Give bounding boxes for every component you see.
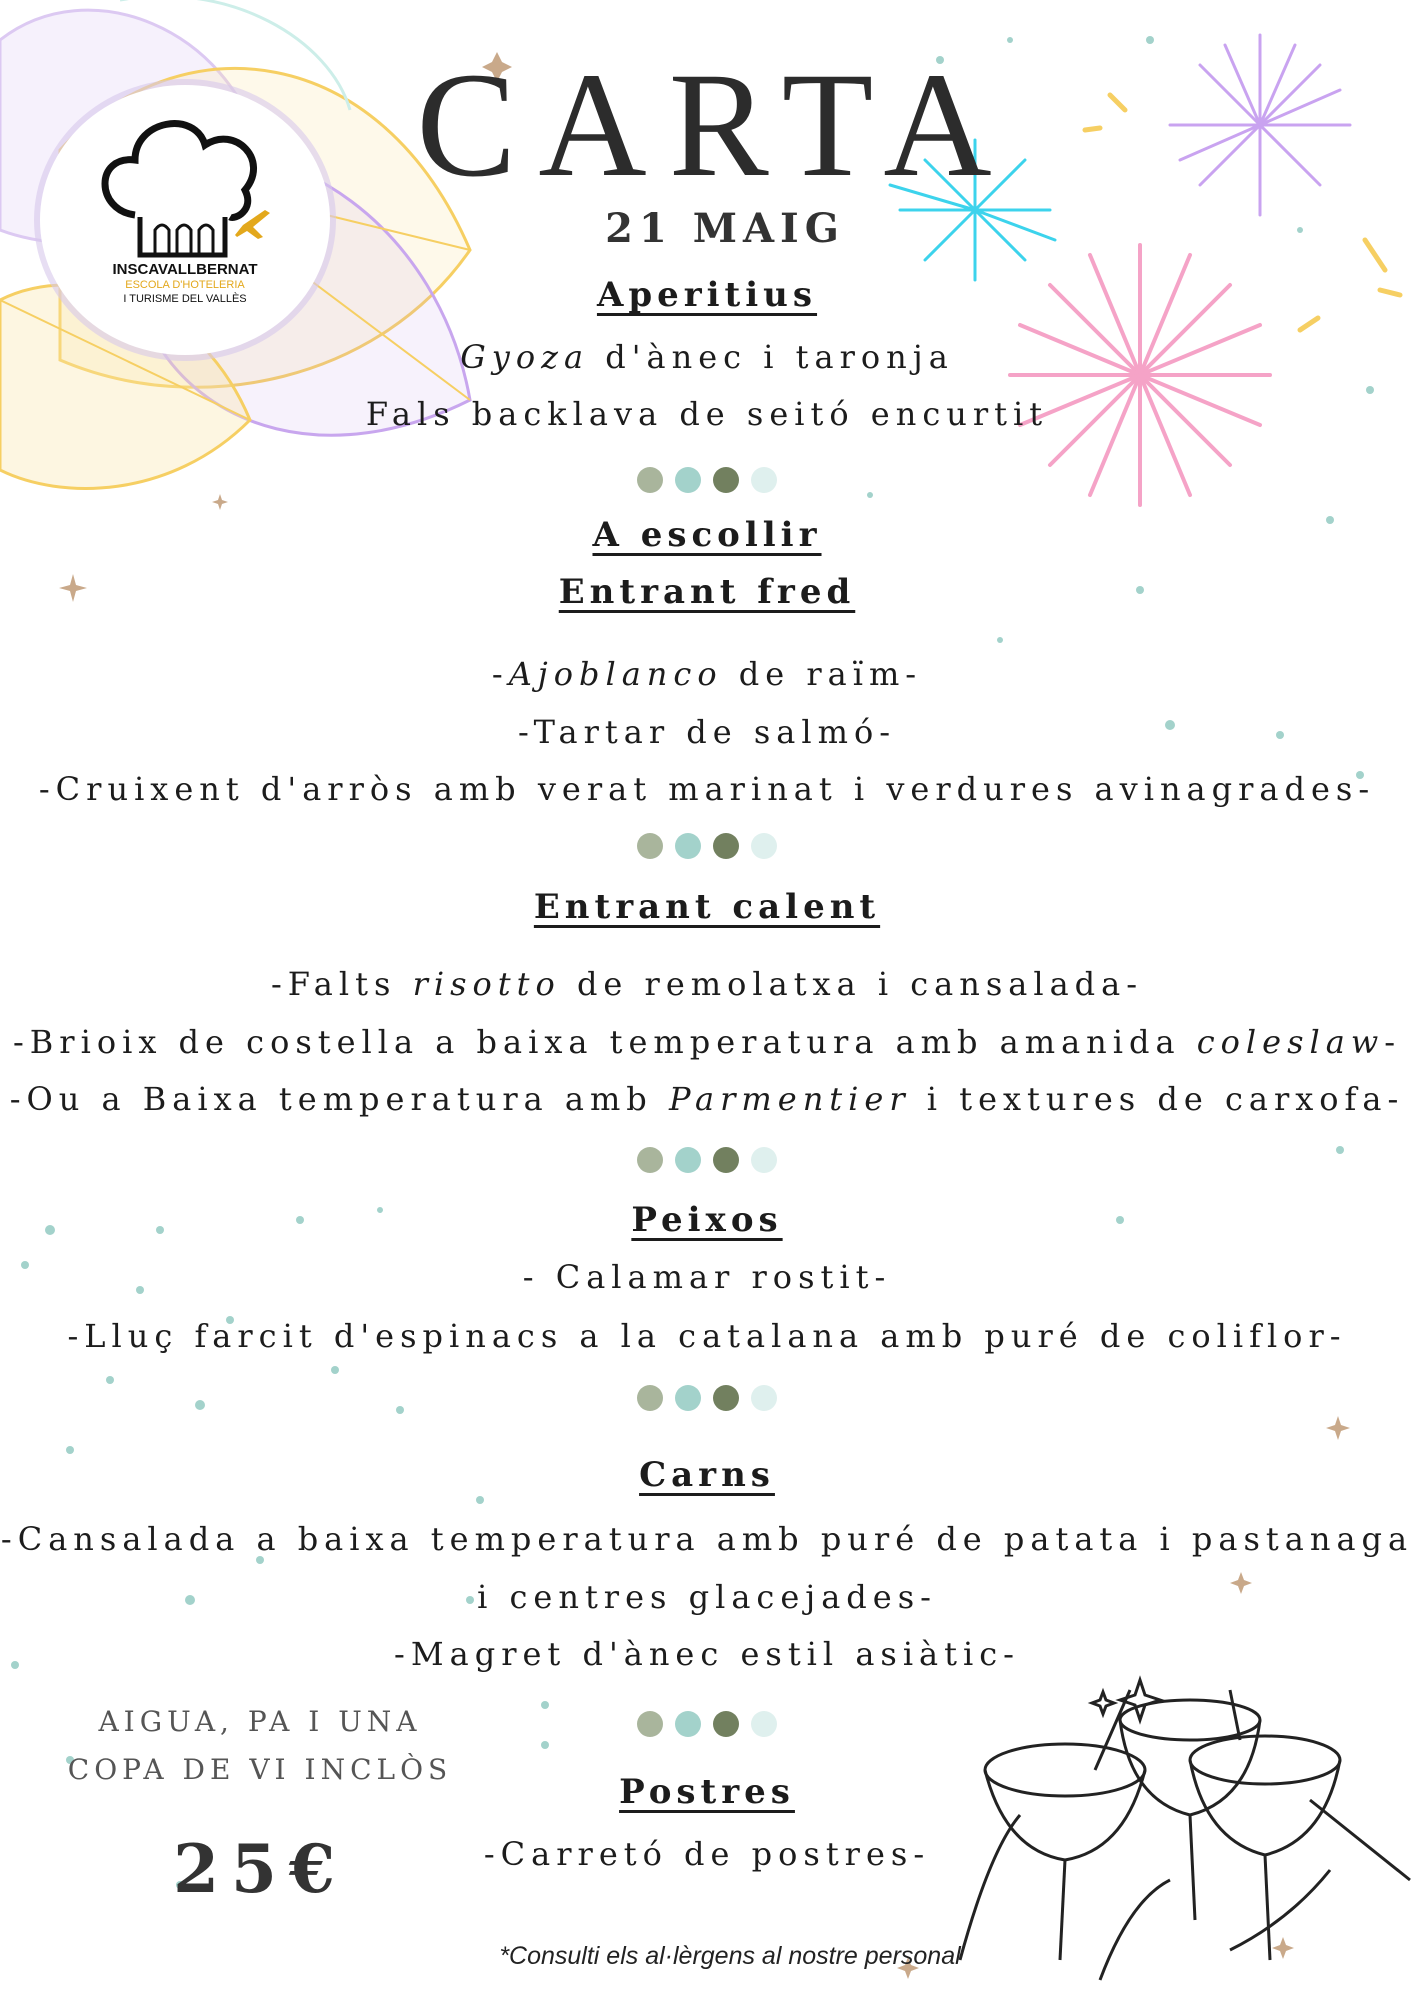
menu-item-gyoza-text: d'ànec i taronja: [589, 338, 954, 376]
menu-item-ajoblanco-post: de raïm-: [722, 655, 923, 693]
menu-item-risotto-italic: risotto: [412, 965, 561, 1003]
divider-dots: [0, 467, 1414, 495]
menu-item-carreto: -Carretó de postres-: [483, 1835, 931, 1873]
menu-item-cansalada-line2: i centres glacejades-: [477, 1578, 937, 1616]
menu-item-risotto-post: de remolatxa i cansalada-: [560, 965, 1144, 1003]
section-heading-entrant-fred: Entrant fred: [558, 572, 856, 612]
menu-item-cansalada: -Cansalada a baixa temperatura amb puré de patata i pastanaga: [0, 1520, 1414, 1558]
menu-item-calamar: - Calamar rostit-: [522, 1258, 892, 1296]
divider-dots: [0, 1385, 1414, 1413]
section-heading-a-escollir: A escollir: [592, 515, 822, 555]
menu-item-gyoza-italic: Gyoza: [460, 338, 590, 376]
logo-name: INSCAVALLBERNAT: [112, 261, 258, 278]
logo-subtitle-2: I TURISME DEL VALLÈS: [123, 293, 247, 305]
menu-item-ou-italic: Parmentier: [668, 1080, 911, 1118]
section-heading-carns: Carns: [639, 1455, 775, 1495]
menu-item-brioix-pre: -Brioix de costella a baixa temperatura amb amanida: [12, 1023, 1197, 1061]
section-heading-aperitius: Aperitius: [596, 275, 818, 315]
menu-item-ajoblanco-pre: -: [491, 655, 509, 693]
menu-item-magret: -Magret d'ànec estil asiàtic-: [394, 1635, 1020, 1673]
divider-dots: [0, 833, 1414, 861]
menu-item-brioix: [0, 1023, 1414, 1061]
menu-item-ou: [0, 1080, 1414, 1118]
menu-item-lluc: -Lluç farcit d'espinacs a la catalana amb puré de coliflor-: [67, 1317, 1347, 1355]
section-heading-entrant-calent: Entrant calent: [533, 887, 881, 927]
menu-item-tartar: -Tartar de salmó-: [517, 713, 897, 751]
firework-purple: [1170, 35, 1350, 215]
menu-item-risotto: [0, 965, 1414, 1003]
included-line-1: AIGUA, PA I UNA: [98, 1705, 422, 1738]
menu-item-risotto-pre: -Falts: [270, 965, 413, 1003]
logo-subtitle: ESCOLA D'HOTELERIA: [125, 279, 245, 291]
section-heading-peixos: Peixos: [631, 1200, 783, 1240]
menu-item-gyoza: [0, 338, 1414, 376]
allergen-note: *Consulti els al·lèrgens al nostre personal: [499, 1942, 961, 1970]
menu-item-ou-post: i textures de carxofa-: [910, 1080, 1405, 1118]
menu-title: CARTA: [416, 42, 1014, 208]
menu-item-brioix-italic: coleslaw: [1196, 1023, 1385, 1061]
menu-item-ajoblanco-italic: Ajoblanco: [508, 655, 723, 693]
section-heading-postres: Postres: [619, 1772, 795, 1812]
menu-item-brioix-post: -: [1384, 1023, 1402, 1061]
menu-item-backlava: Fals backlava de seitó encurtit: [365, 395, 1049, 433]
menu-price: 25€: [173, 1830, 347, 1908]
divider-dots: [0, 1147, 1414, 1175]
menu-item-ajoblanco: [0, 655, 1414, 693]
chef-hat-icon: [95, 105, 275, 260]
menu-item-ou-pre: -Ou a Baixa temperatura amb: [9, 1080, 669, 1118]
menu-item-cruixent: -Cruixent d'arròs amb verat marinat i verdures avinagrades-: [38, 770, 1376, 808]
menu-date: 21 MAIG: [605, 205, 845, 252]
included-note: [40, 1698, 480, 1794]
included-line-2: COPA DE VI INCLÒS: [67, 1753, 453, 1786]
